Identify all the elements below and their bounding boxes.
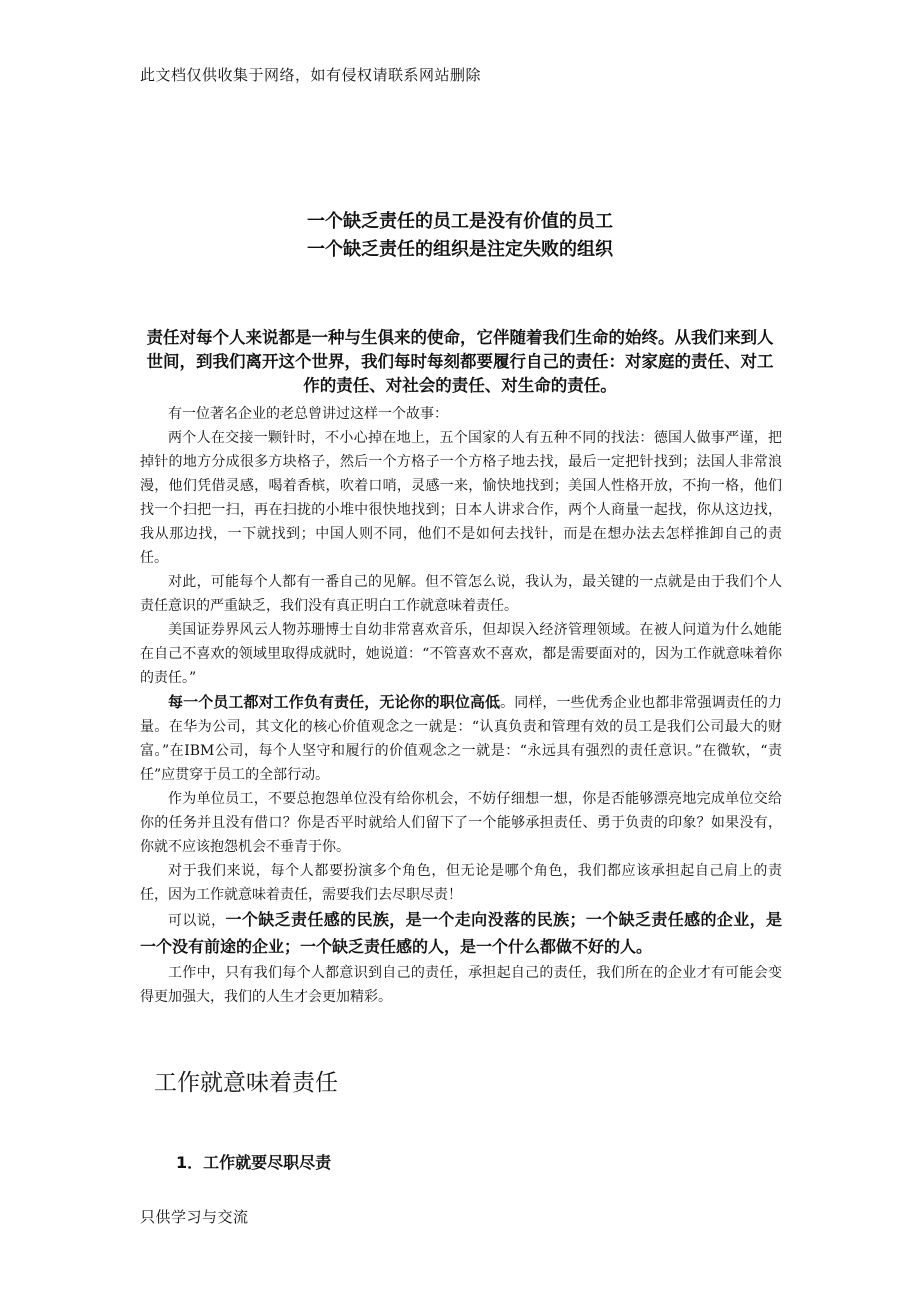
paragraph: 有一位著名企业的老总曾讲过这样一个故事： — [168, 406, 448, 422]
paragraph — [140, 690, 782, 787]
page-footer: 只供学习与交流 — [140, 1208, 249, 1226]
paragraph: 作为单位员工，不要总抱怨单位没有给你机会，不妨仔细想一想，你是否能够漂亮地完成单位交给你的任务并且没有借口？你是否平时就给人们留下了一个能够承担责任、勇于负责的印象？如果没有，你就不应该抱怨机会不垂青于你。 — [140, 791, 782, 855]
section-title: 工作就意味着责任 — [154, 1070, 338, 1096]
paragraph — [140, 907, 782, 961]
title-line-2: 一个缺乏责任的组织是注定失败的组织 — [307, 239, 613, 260]
paragraph: 美国证券界风云人物苏珊博士自幼非常喜欢音乐，但却误入经济管理领域。在被人问道为什么她能在自己不喜欢的领域里取得成就时，她说道：“不管喜欢不喜欢，都是需要面对的，因为工作就意味着你的责任。” — [140, 622, 782, 686]
paragraph: 两个人在交接一颗针时，不小心掉在地上，五个国家的人有五种不同的找法：德国人做事严谨，把掉针的地方分成很多方块格子，然后一个方格子一个方格子地去找，最后一定把针找到；法国人非常浪漫，他们凭借灵感，喝着香槟，吹着口哨，灵感一来，愉快地找到；美国人性格开放，不拘一格，他们找一个扫把一扫，再在扫拢的小堆中很快地找到；日本人讲求合作，两个人商量一起找，你从这边找，我从那边找，一下就找到；中国人则不同，他们不是如何去找针，而是在想办法去怎样推卸自己的责任。 — [140, 430, 782, 566]
page-header: 此文档仅供收集于网络，如有侵权请联系网站删除 — [140, 66, 482, 84]
body-text — [140, 402, 782, 1009]
paragraph-text: 。同样，一些优秀企业也都非常强调责任的力量。在华为公司，其文化的核心价值观念之一就是：“认真负责和管理有效的员工是我们公司最大的财富。”在IBM公司，每个人坚守和履行的价值观念之一就是：“永远具有强烈的责任意识。”在微软，“责任”应贯穿于员工的全部行动。 — [140, 695, 782, 783]
title-line-1: 一个缺乏责任的员工是没有价值的员工 — [307, 211, 613, 232]
paragraph-text: 可以说， — [168, 913, 226, 929]
subsection-title: 1．工作就要尽职尽责 — [176, 1153, 332, 1172]
bold-statement: 一个缺乏责任感的民族，是一个走向没落的民族；一个缺乏责任感的企业，是一个没有前途的企业；一个缺乏责任感的人，是一个什么都做不好的人。 — [140, 910, 782, 956]
paragraph: 对于我们来说，每个人都要扮演多个角色，但无论是哪个角色，我们都应该承担起自己肩上的责任，因为工作就意味着责任，需要我们去尽职尽责！ — [140, 863, 782, 903]
bold-statement: 每一个员工都对工作负有责任，无论你的职位高低 — [168, 693, 501, 711]
lead-paragraph: 责任对每个人来说都是一种与生俱来的使命，它伴随着我们生命的始终。从我们来到人世间，到我们离开这个世界，我们每时每刻都要履行自己的责任：对家庭的责任、对工作的责任、对社会的责任、对生命的责任。 — [146, 328, 774, 395]
paragraph: 对此，可能每个人都有一番自己的见解。但不管怎么说，我认为，最关键的一点就是由于我们个人责任意识的严重缺乏，我们没有真正明白工作就意味着责任。 — [140, 574, 782, 614]
document-titles — [0, 208, 920, 264]
paragraph: 工作中，只有我们每个人都意识到自己的责任，承担起自己的责任，我们所在的企业才有可能会变得更加强大，我们的人生才会更加精彩。 — [140, 965, 782, 1005]
